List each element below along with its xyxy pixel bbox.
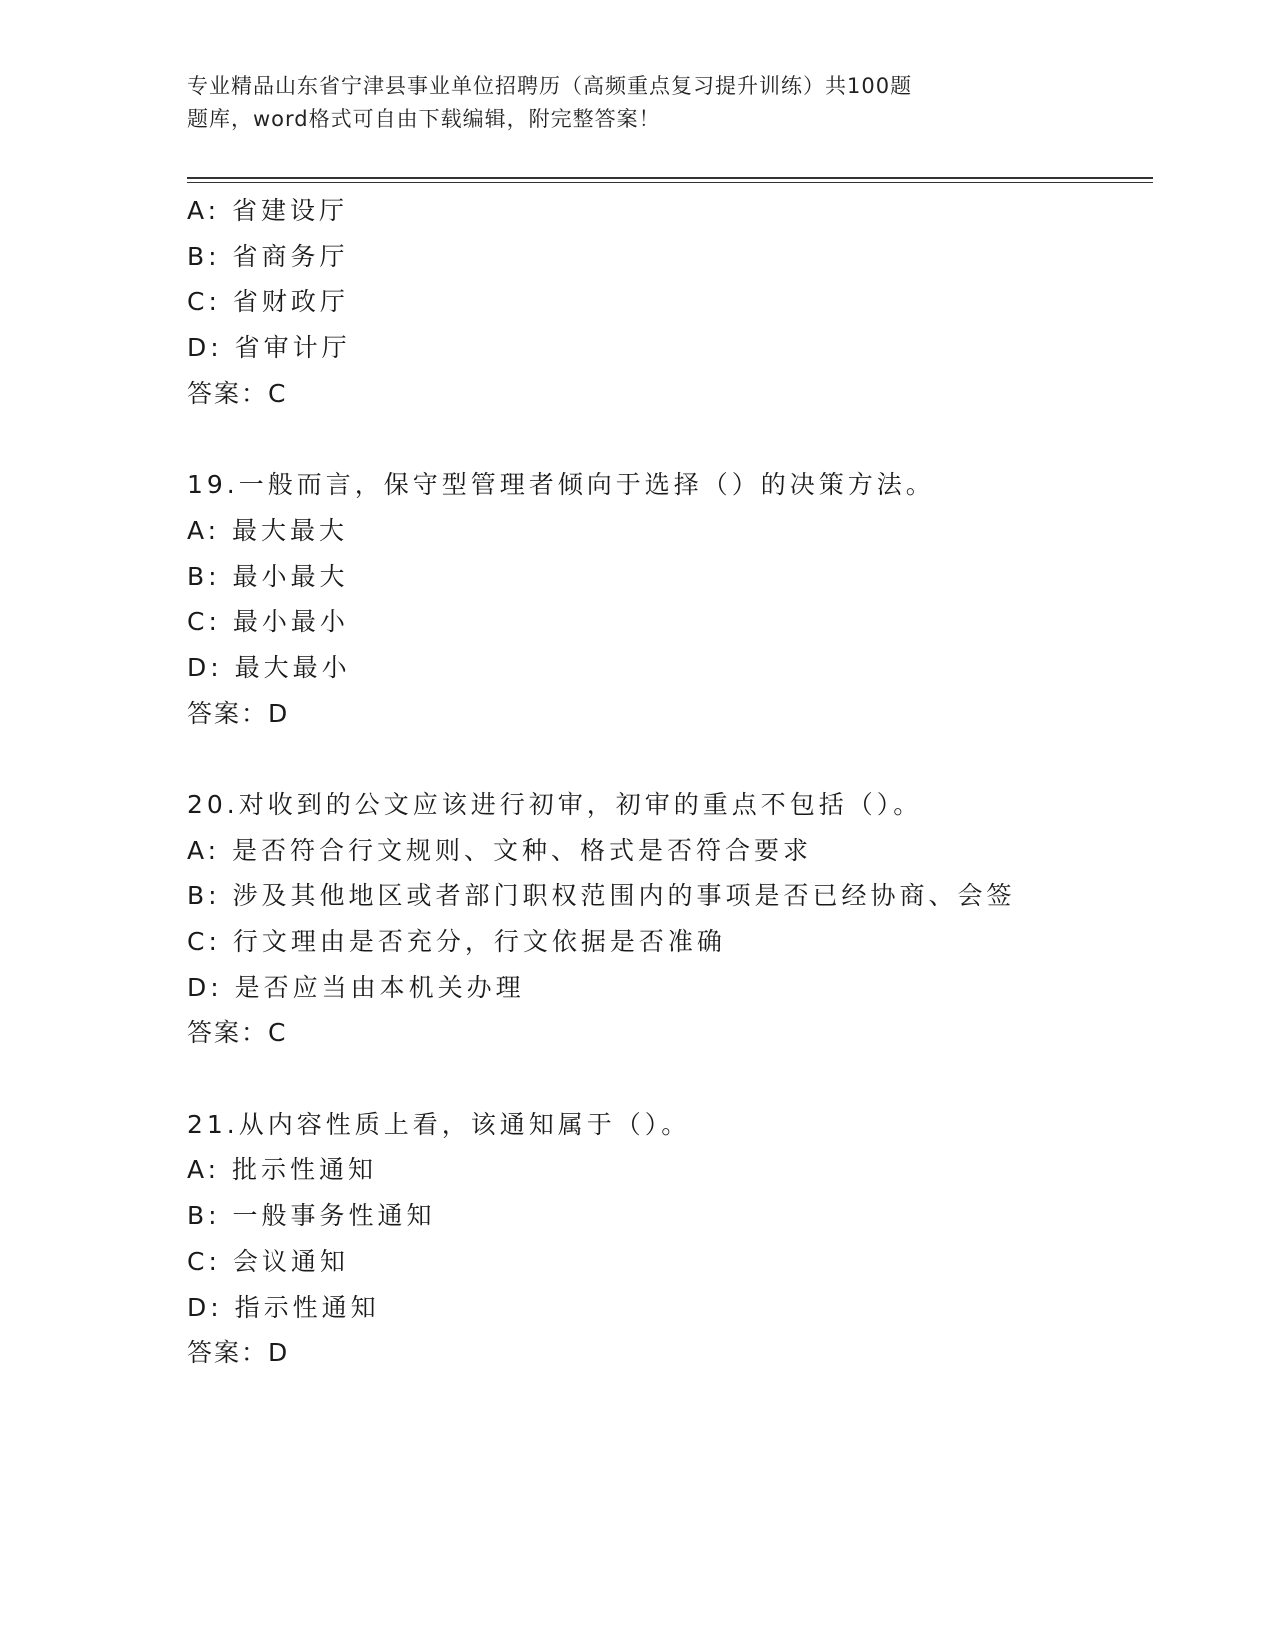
option-b: B: 省商务厅 xyxy=(187,241,349,271)
header-divider-thick xyxy=(187,177,1153,179)
option-c: C: 省财政厅 xyxy=(187,287,349,317)
answer: 答案：C xyxy=(187,378,288,408)
option-a: A: 省建设厅 xyxy=(187,196,349,225)
question-stem: 19.一般而言，保守型管理者倾向于选择（）的决策方法。 xyxy=(187,470,935,500)
option-c: C: 最小最小 xyxy=(187,607,349,637)
option-a: A: 批示性通知 xyxy=(187,1155,378,1185)
option-b: B: 涉及其他地区或者部门职权范围内的事项是否已经协商、会签 xyxy=(187,881,1016,911)
header-line-1: 专业精品山东省宁津县事业单位招聘历（高频重点复习提升训练）共100题 xyxy=(187,74,913,98)
spacer xyxy=(187,1056,1147,1102)
option-b: B: 一般事务性通知 xyxy=(187,1201,436,1231)
header-divider-thin xyxy=(187,182,1153,183)
option-d: D: 最大最小 xyxy=(187,652,351,682)
header-line-2: 题库，word格式可自由下载编辑，附完整答案！ xyxy=(187,107,661,131)
question-list xyxy=(187,188,1147,1376)
option-a: A: 是否符合行文规则、文种、格式是否符合要求 xyxy=(187,835,813,865)
option-d: D: 省审计厅 xyxy=(187,333,351,363)
answer: 答案：D xyxy=(187,1338,290,1368)
document-header xyxy=(187,70,1017,136)
question-21 xyxy=(187,1102,1147,1376)
question-20 xyxy=(187,782,1147,1056)
spacer xyxy=(187,416,1147,462)
spacer xyxy=(187,736,1147,782)
question-19 xyxy=(187,462,1147,736)
answer: 答案：D xyxy=(187,698,290,728)
question-stem: 21.从内容性质上看，该通知属于（）。 xyxy=(187,1109,691,1139)
option-c: C: 会议通知 xyxy=(187,1246,349,1276)
option-c: C: 行文理由是否充分，行文依据是否准确 xyxy=(187,927,726,956)
option-b: B: 最小最大 xyxy=(187,561,349,591)
option-a: A: 最大最大 xyxy=(187,515,349,545)
answer: 答案：C xyxy=(187,1018,288,1048)
option-d: D: 是否应当由本机关办理 xyxy=(187,972,525,1002)
question-18 xyxy=(187,188,1147,416)
question-stem: 20.对收到的公文应该进行初审，初审的重点不包括（）。 xyxy=(187,789,923,819)
option-d: D: 指示性通知 xyxy=(187,1292,380,1322)
